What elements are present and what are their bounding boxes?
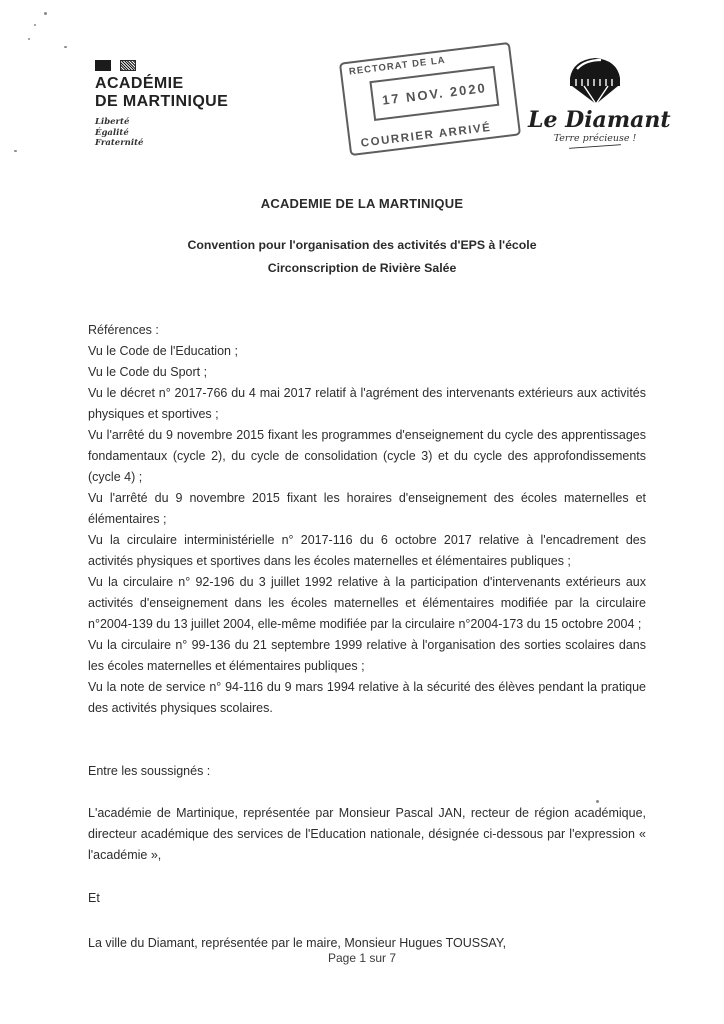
scan-speck [596, 800, 599, 803]
flag-block-icon [95, 60, 111, 71]
stamp-date: 17 NOV. 2020 [381, 79, 488, 108]
reference-item: Vu la note de service n° 94-116 du 9 mars 1994 relative à la sécurité des élèves pendant la pratique des activités physiques scolaires. [88, 680, 646, 715]
stamp-date-box [369, 66, 499, 121]
references-label: Références : [88, 323, 159, 337]
scan-speck [64, 46, 67, 48]
french-flag-icon [95, 60, 255, 71]
reference-item: Vu l'arrêté du 9 novembre 2015 fixant les horaires d'enseignement des écoles maternelles et élémentaires ; [88, 491, 646, 526]
flag-block-icon [120, 60, 136, 71]
academy-martinique-logo [95, 60, 255, 149]
motto-line: Liberté [95, 117, 130, 127]
scan-speck [44, 12, 47, 15]
party-city-paragraph: La ville du Diamant, représentée par le maire, Monsieur Hugues TOUSSAY, [88, 936, 507, 950]
reference-item: Vu la circulaire n° 92-196 du 3 juillet 1992 relative à la participation d'intervenants extérieurs aux activités d'enseignement dans les écoles maternelles et élémentaires modifiée par la circulaire n°2004-139 du 13 juillet 2004, elle-même modifiée par la circulaire n°2004-173 du 15 octobre 2004 ; [88, 575, 646, 631]
tagline-underline [569, 144, 621, 149]
courrier-arrive-stamp [339, 42, 521, 156]
document-subtitle-line2: Circonscription de Rivière Salée [267, 261, 457, 275]
reference-item: Vu l'arrêté du 9 novembre 2015 fixant les programmes d'enseignement du cycle des apprentissages fondamentaux (cycle 2), du cycle de consolidation (cycle 3) et du cycle des approfondissements (cycle 4) ; [88, 428, 646, 484]
diamant-wordmark: Le Diamant [528, 107, 671, 133]
diamant-tagline: Terre précieuse ! [553, 133, 637, 144]
republic-motto [95, 117, 255, 149]
reference-item: Vu la circulaire interministérielle n° 2017-116 du 6 octobre 2017 relative à l'encadrement des activités physiques et sportives dans les écoles maternelles et élémentaires publiques ; [88, 533, 646, 568]
reference-item: Vu le décret n° 2017-766 du 4 mai 2017 relatif à l'agrément des intervenants extérieurs aux activités physiques et sportives ; [88, 386, 646, 421]
document-subtitle-line1: Convention pour l'organisation des activités d'EPS à l'école [187, 238, 537, 252]
scan-speck [34, 24, 36, 26]
motto-line: Égalité [95, 127, 129, 138]
stamp-courrier-label: COURRIER ARRIVÉ [360, 121, 493, 150]
academy-name-line2: DE MARTINIQUE [95, 93, 229, 110]
document-title: ACADEMIE DE LA MARTINIQUE [260, 196, 464, 211]
academy-name-line1: ACADÉMIE [95, 75, 184, 92]
document-body [88, 320, 646, 954]
parties-intro: Entre les soussignés : [88, 764, 211, 778]
reference-item: Vu le Code du Sport ; [88, 365, 208, 379]
stamp-office-label: RECTORAT DE LA [348, 54, 447, 78]
le-diamant-logo [528, 56, 671, 147]
reference-item: Vu le Code de l'Education ; [88, 344, 238, 358]
scan-speck [28, 38, 30, 40]
motto-line: Fraternité [95, 138, 144, 148]
diamond-gem-icon [565, 56, 625, 106]
scan-speck [14, 150, 17, 152]
page-indicator: Page 1 sur 7 [327, 951, 397, 965]
conjunction-et: Et [88, 891, 100, 905]
party-academy-paragraph: L'académie de Martinique, représentée par Monsieur Pascal JAN, recteur de région académique, directeur académique des services de l'Education nationale, désignée ci-dessous par l'expression « l'académie », [88, 806, 646, 862]
reference-item: Vu la circulaire n° 99-136 du 21 septembre 1999 relative à l'organisation des sorties scolaires dans les écoles maternelles et élémentaires publiques ; [88, 638, 646, 673]
